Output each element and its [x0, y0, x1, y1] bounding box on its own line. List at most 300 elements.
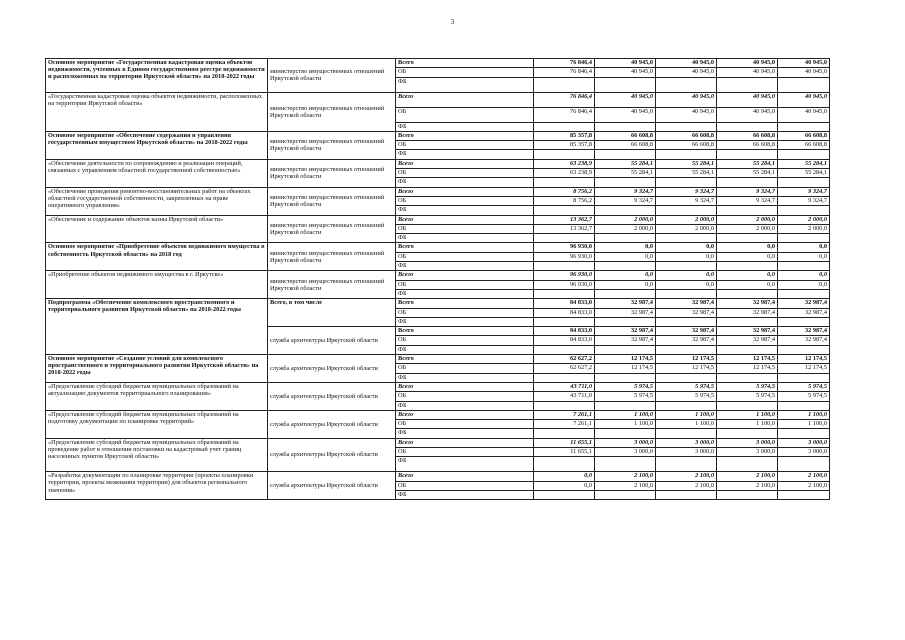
amount-cell	[595, 77, 656, 92]
amount-cell	[656, 490, 717, 499]
amount-cell: 32 987,4	[595, 299, 656, 308]
amount-cell: 66 608,8	[717, 141, 778, 150]
table-row	[46, 438, 830, 447]
amount-cell: 0,0	[534, 472, 595, 481]
activity-name-cell: «Обеспечение деятельности по сопровождению и реализации операций, связанных с управлением областной государственной собственностью»	[46, 159, 268, 187]
amount-cell	[778, 178, 830, 187]
executor-cell: министерство имущественных отношений Иркутской области	[268, 159, 396, 187]
table-row	[46, 215, 830, 224]
amount-cell	[778, 150, 830, 159]
activity-name-cell: Основное мероприятие «Государственная кадастровая оценка объектов недвижимости, учтенных в Едином государственном реестре недвижимости и расположенных на территории Иркутской области» на 2018-2022 годы	[46, 59, 268, 93]
amount-cell: 3 000,0	[717, 447, 778, 456]
amount-cell: 32 987,4	[717, 336, 778, 345]
amount-cell: 2 100,0	[778, 472, 830, 481]
amount-cell	[778, 490, 830, 499]
amount-cell: 55 284,1	[717, 169, 778, 178]
amount-cell	[595, 317, 656, 326]
executor-cell: служба архитектуры Иркутской области	[268, 355, 396, 383]
funding-source-cell: Всего	[396, 187, 534, 196]
amount-cell: 2 100,0	[656, 481, 717, 490]
amount-cell: 32 987,4	[778, 336, 830, 345]
funding-source-cell: ОБ	[396, 107, 534, 122]
amount-cell: 2 000,0	[656, 224, 717, 233]
amount-cell: 62 627,2	[534, 355, 595, 364]
amount-cell	[656, 150, 717, 159]
amount-cell: 76 846,4	[534, 59, 595, 68]
activity-name-cell: Подпрограмма «Обеспечение комплексного пространственного и территориального развития Иркутской области» на 2018-2022 годы	[46, 299, 268, 355]
amount-cell	[717, 490, 778, 499]
amount-cell: 32 987,4	[778, 308, 830, 317]
amount-cell: 11 655,1	[534, 447, 595, 456]
amount-cell: 55 284,1	[656, 159, 717, 168]
amount-cell: 40 945,0	[778, 107, 830, 122]
amount-cell	[595, 429, 656, 438]
amount-cell: 12 174,5	[717, 355, 778, 364]
amount-cell: 12 174,5	[595, 355, 656, 364]
amount-cell: 32 987,4	[595, 327, 656, 336]
activity-name-cell: «Разработка документации по планировке территории (проекты планировки территории, проекты межевания территории) для объектов регионального значения»	[46, 472, 268, 500]
amount-cell: 3 000,0	[595, 447, 656, 456]
table-row	[46, 382, 830, 391]
amount-cell	[778, 373, 830, 382]
amount-cell: 1 100,0	[656, 420, 717, 429]
amount-cell: 55 284,1	[717, 159, 778, 168]
table-row	[46, 59, 830, 68]
amount-cell	[717, 317, 778, 326]
funding-source-cell: ОБ	[396, 392, 534, 401]
amount-cell: 2 000,0	[656, 215, 717, 224]
amount-cell: 0,0	[595, 243, 656, 252]
funding-source-cell: ОБ	[396, 68, 534, 77]
amount-cell: 66 608,8	[778, 141, 830, 150]
amount-cell: 40 945,0	[595, 68, 656, 77]
amount-cell: 40 945,0	[656, 107, 717, 122]
amount-cell	[595, 401, 656, 410]
amount-cell: 76 846,4	[534, 92, 595, 107]
amount-cell: 40 945,0	[717, 107, 778, 122]
activity-name-cell: Основное мероприятие «Приобретение объектов недвижимого имущества в собственность Иркутской области» на 2018 год	[46, 243, 268, 271]
amount-cell	[717, 289, 778, 298]
amount-cell: 9 324,7	[778, 196, 830, 205]
amount-cell: 40 945,0	[778, 59, 830, 68]
amount-cell	[778, 345, 830, 354]
amount-cell	[778, 122, 830, 131]
amount-cell	[656, 401, 717, 410]
funding-source-cell: ФБ	[396, 150, 534, 159]
amount-cell	[656, 178, 717, 187]
amount-cell	[778, 317, 830, 326]
amount-cell	[717, 122, 778, 131]
amount-cell: 40 945,0	[717, 68, 778, 77]
executor-cell: служба архитектуры Иркутской области	[268, 438, 396, 472]
amount-cell: 96 930,0	[534, 280, 595, 289]
amount-cell: 40 945,0	[595, 92, 656, 107]
funding-source-cell: ФБ	[396, 401, 534, 410]
amount-cell	[534, 373, 595, 382]
amount-cell: 0,0	[595, 271, 656, 280]
amount-cell: 0,0	[717, 280, 778, 289]
amount-cell: 2 100,0	[717, 472, 778, 481]
amount-cell	[595, 262, 656, 271]
table-row	[46, 410, 830, 419]
amount-cell: 12 174,5	[656, 364, 717, 373]
amount-cell	[534, 429, 595, 438]
amount-cell: 5 974,5	[717, 382, 778, 391]
amount-cell: 9 324,7	[595, 187, 656, 196]
amount-cell: 32 987,4	[717, 299, 778, 308]
amount-cell: 66 608,8	[717, 131, 778, 140]
amount-cell: 85 357,8	[534, 141, 595, 150]
amount-cell	[656, 206, 717, 215]
activity-name-cell: «Государственная кадастровая оценка объектов недвижимости, расположенных на территории Иркутской области»	[46, 92, 268, 131]
funding-source-cell: ФБ	[396, 262, 534, 271]
amount-cell: 0,0	[717, 243, 778, 252]
amount-cell: 0,0	[595, 252, 656, 261]
funding-source-cell: ФБ	[396, 234, 534, 243]
amount-cell: 66 608,8	[595, 131, 656, 140]
amount-cell	[778, 289, 830, 298]
amount-cell	[778, 234, 830, 243]
amount-cell: 40 945,0	[656, 59, 717, 68]
amount-cell	[656, 317, 717, 326]
amount-cell	[595, 457, 656, 472]
funding-source-cell: ФБ	[396, 122, 534, 131]
amount-cell: 1 100,0	[595, 420, 656, 429]
funding-source-cell: Всего	[396, 131, 534, 140]
activity-name-cell: Основное мероприятие «Обеспечение содержания и управления государственным имуществом Иркутской области» на 2018-2022 годы	[46, 131, 268, 159]
table-row	[46, 355, 830, 364]
amount-cell	[656, 77, 717, 92]
amount-cell: 7 261,1	[534, 420, 595, 429]
budget-table	[45, 58, 830, 500]
amount-cell: 32 987,4	[717, 327, 778, 336]
funding-source-cell: ОБ	[396, 447, 534, 456]
amount-cell: 5 974,5	[778, 382, 830, 391]
amount-cell: 2 000,0	[778, 224, 830, 233]
funding-source-cell: Всего	[396, 215, 534, 224]
amount-cell	[717, 150, 778, 159]
funding-source-cell: ФБ	[396, 178, 534, 187]
amount-cell: 55 284,1	[778, 169, 830, 178]
amount-cell: 63 238,9	[534, 169, 595, 178]
amount-cell: 0,0	[717, 252, 778, 261]
table-row	[46, 187, 830, 196]
activity-name-cell: «Обеспечение проведения ремонтно-восстановительных работ на объектах областной государственной собственности, закрепленных на праве оперативного управления»	[46, 187, 268, 215]
amount-cell: 55 284,1	[778, 159, 830, 168]
amount-cell: 2 100,0	[595, 472, 656, 481]
amount-cell	[534, 490, 595, 499]
funding-source-cell: ОБ	[396, 336, 534, 345]
amount-cell	[595, 345, 656, 354]
funding-source-cell: ОБ	[396, 141, 534, 150]
amount-cell: 0,0	[656, 243, 717, 252]
activity-name-cell: «Обеспечение и содержание объектов казны Иркутской области»	[46, 215, 268, 243]
amount-cell: 0,0	[778, 243, 830, 252]
budget-table-body	[46, 59, 830, 500]
amount-cell: 3 000,0	[595, 438, 656, 447]
amount-cell	[534, 122, 595, 131]
amount-cell: 63 238,9	[534, 159, 595, 168]
amount-cell: 3 000,0	[656, 438, 717, 447]
amount-cell: 32 987,4	[778, 327, 830, 336]
amount-cell	[656, 429, 717, 438]
funding-source-cell: Всего	[396, 299, 534, 308]
amount-cell: 3 000,0	[717, 438, 778, 447]
amount-cell: 76 846,4	[534, 68, 595, 77]
amount-cell	[778, 77, 830, 92]
amount-cell	[534, 401, 595, 410]
amount-cell	[717, 206, 778, 215]
executor-cell: служба архитектуры Иркутской области	[268, 410, 396, 438]
funding-source-cell: Всего	[396, 271, 534, 280]
amount-cell: 84 833,0	[534, 308, 595, 317]
amount-cell: 0,0	[778, 252, 830, 261]
amount-cell: 12 174,5	[595, 364, 656, 373]
amount-cell: 2 000,0	[717, 215, 778, 224]
amount-cell: 9 324,7	[595, 196, 656, 205]
funding-source-cell: ФБ	[396, 317, 534, 326]
amount-cell	[717, 234, 778, 243]
activity-name-cell: «Предоставление субсидий бюджетам муниципальных образований на актуализацию документов территориального планирования»	[46, 382, 268, 410]
table-row	[46, 92, 830, 107]
amount-cell	[595, 373, 656, 382]
amount-cell: 5 974,5	[595, 382, 656, 391]
amount-cell: 2 000,0	[595, 224, 656, 233]
amount-cell: 9 324,7	[778, 187, 830, 196]
funding-source-cell: ОБ	[396, 364, 534, 373]
amount-cell	[656, 457, 717, 472]
funding-source-cell: Всего	[396, 355, 534, 364]
amount-cell: 40 945,0	[717, 92, 778, 107]
amount-cell	[534, 77, 595, 92]
table-row	[46, 299, 830, 308]
executor-cell: министерство имущественных отношений Иркутской области	[268, 215, 396, 243]
amount-cell: 84 833,0	[534, 336, 595, 345]
funding-source-cell: ФБ	[396, 457, 534, 472]
amount-cell: 2 100,0	[717, 481, 778, 490]
amount-cell: 40 945,0	[778, 92, 830, 107]
executor-cell: министерство имущественных отношений Иркутской области	[268, 187, 396, 215]
amount-cell: 12 174,5	[656, 355, 717, 364]
amount-cell: 9 324,7	[717, 196, 778, 205]
funding-source-cell: ФБ	[396, 289, 534, 298]
amount-cell	[656, 345, 717, 354]
amount-cell	[534, 262, 595, 271]
amount-cell: 40 945,0	[778, 68, 830, 77]
amount-cell	[717, 429, 778, 438]
amount-cell	[595, 206, 656, 215]
amount-cell: 3 000,0	[778, 438, 830, 447]
amount-cell: 0,0	[534, 481, 595, 490]
amount-cell: 0,0	[656, 280, 717, 289]
amount-cell: 5 974,5	[656, 392, 717, 401]
amount-cell: 5 974,5	[778, 392, 830, 401]
amount-cell: 96 930,0	[534, 252, 595, 261]
amount-cell: 1 100,0	[717, 420, 778, 429]
funding-source-cell: ФБ	[396, 490, 534, 499]
amount-cell: 12 174,5	[717, 364, 778, 373]
funding-source-cell: ОБ	[396, 252, 534, 261]
funding-source-cell: ОБ	[396, 308, 534, 317]
funding-source-cell: Всего	[396, 438, 534, 447]
amount-cell: 85 357,8	[534, 131, 595, 140]
amount-cell	[595, 289, 656, 298]
funding-source-cell: Всего	[396, 92, 534, 107]
amount-cell: 12 174,5	[778, 355, 830, 364]
funding-source-cell: Всего	[396, 243, 534, 252]
amount-cell: 62 627,2	[534, 364, 595, 373]
amount-cell: 55 284,1	[595, 159, 656, 168]
funding-source-cell: ФБ	[396, 77, 534, 92]
amount-cell: 11 655,1	[534, 438, 595, 447]
executor-cell: Всего, в том числе	[268, 299, 396, 327]
amount-cell	[534, 206, 595, 215]
amount-cell: 40 945,0	[656, 92, 717, 107]
amount-cell: 32 987,4	[595, 308, 656, 317]
amount-cell: 7 261,1	[534, 410, 595, 419]
amount-cell: 43 711,0	[534, 392, 595, 401]
amount-cell: 0,0	[778, 280, 830, 289]
amount-cell: 55 284,1	[595, 169, 656, 178]
amount-cell: 76 846,4	[534, 107, 595, 122]
funding-source-cell: ОБ	[396, 280, 534, 289]
amount-cell: 32 987,4	[656, 336, 717, 345]
activity-name-cell: «Приобретение объектов недвижимого имущества в г. Иркутске»	[46, 271, 268, 299]
amount-cell: 1 100,0	[595, 410, 656, 419]
table-row	[46, 131, 830, 140]
executor-cell: министерство имущественных отношений Иркутской области	[268, 243, 396, 271]
amount-cell	[534, 289, 595, 298]
amount-cell: 66 608,8	[656, 141, 717, 150]
table-row	[46, 243, 830, 252]
funding-source-cell: Всего	[396, 327, 534, 336]
amount-cell: 8 756,2	[534, 196, 595, 205]
amount-cell	[778, 262, 830, 271]
amount-cell	[717, 178, 778, 187]
amount-cell	[656, 122, 717, 131]
executor-cell: министерство имущественных отношений Иркутской области	[268, 92, 396, 131]
amount-cell	[534, 234, 595, 243]
amount-cell: 13 362,7	[534, 215, 595, 224]
amount-cell	[656, 262, 717, 271]
amount-cell	[717, 345, 778, 354]
amount-cell: 32 987,4	[717, 308, 778, 317]
amount-cell: 32 987,4	[778, 299, 830, 308]
amount-cell: 32 987,4	[656, 308, 717, 317]
amount-cell	[717, 262, 778, 271]
amount-cell: 13 362,7	[534, 224, 595, 233]
table-row	[46, 271, 830, 280]
amount-cell	[656, 289, 717, 298]
executor-cell: министерство имущественных отношений Иркутской области	[268, 131, 396, 159]
funding-source-cell: ФБ	[396, 429, 534, 438]
amount-cell: 66 608,8	[656, 131, 717, 140]
funding-source-cell: Всего	[396, 472, 534, 481]
funding-source-cell: Всего	[396, 59, 534, 68]
amount-cell: 0,0	[656, 252, 717, 261]
page-number: 3	[450, 18, 455, 26]
funding-source-cell: ОБ	[396, 224, 534, 233]
amount-cell: 12 174,5	[778, 364, 830, 373]
amount-cell: 2 100,0	[778, 481, 830, 490]
amount-cell: 3 000,0	[656, 447, 717, 456]
amount-cell: 32 987,4	[595, 336, 656, 345]
amount-cell: 0,0	[778, 271, 830, 280]
amount-cell	[534, 178, 595, 187]
amount-cell	[595, 234, 656, 243]
amount-cell: 1 100,0	[778, 410, 830, 419]
amount-cell: 32 987,4	[656, 299, 717, 308]
amount-cell: 84 833,0	[534, 327, 595, 336]
amount-cell: 96 930,0	[534, 271, 595, 280]
funding-source-cell: ФБ	[396, 373, 534, 382]
amount-cell	[595, 150, 656, 159]
amount-cell: 66 608,8	[595, 141, 656, 150]
table-row	[46, 472, 830, 481]
amount-cell: 2 000,0	[778, 215, 830, 224]
amount-cell: 9 324,7	[717, 187, 778, 196]
amount-cell: 0,0	[595, 280, 656, 289]
executor-cell: служба архитектуры Иркутской области	[268, 327, 396, 355]
funding-source-cell: Всего	[396, 410, 534, 419]
funding-source-cell: ОБ	[396, 420, 534, 429]
executor-cell: служба архитектуры Иркутской области	[268, 472, 396, 500]
amount-cell: 32 987,4	[656, 327, 717, 336]
amount-cell: 9 324,7	[656, 187, 717, 196]
amount-cell	[778, 429, 830, 438]
amount-cell	[717, 457, 778, 472]
executor-cell: служба архитектуры Иркутской области	[268, 382, 396, 410]
amount-cell	[595, 122, 656, 131]
amount-cell: 0,0	[717, 271, 778, 280]
amount-cell: 40 945,0	[595, 107, 656, 122]
amount-cell	[656, 373, 717, 382]
funding-source-cell: ФБ	[396, 345, 534, 354]
funding-source-cell: Всего	[396, 159, 534, 168]
amount-cell: 55 284,1	[656, 169, 717, 178]
executor-cell: министерство имущественных отношений Иркутской области	[268, 59, 396, 93]
amount-cell	[595, 490, 656, 499]
amount-cell: 1 100,0	[717, 410, 778, 419]
activity-name-cell: Основное мероприятие «Создание условий для комплексного пространственного и территориального развития Иркутской области» на 2018-2022 годы	[46, 355, 268, 383]
amount-cell: 2 000,0	[717, 224, 778, 233]
amount-cell: 8 756,2	[534, 187, 595, 196]
amount-cell: 1 100,0	[778, 420, 830, 429]
amount-cell	[778, 457, 830, 472]
amount-cell: 2 100,0	[656, 472, 717, 481]
amount-cell	[717, 373, 778, 382]
funding-source-cell: ОБ	[396, 169, 534, 178]
amount-cell	[778, 401, 830, 410]
amount-cell	[534, 457, 595, 472]
amount-cell: 40 945,0	[656, 68, 717, 77]
amount-cell	[717, 77, 778, 92]
table-row	[46, 159, 830, 168]
amount-cell	[778, 206, 830, 215]
amount-cell: 2 000,0	[595, 215, 656, 224]
amount-cell: 66 608,8	[778, 131, 830, 140]
activity-name-cell: «Предоставление субсидий бюджетам муниципальных образований на подготовку документации по планировке территорий»	[46, 410, 268, 438]
amount-cell	[534, 150, 595, 159]
amount-cell: 40 945,0	[595, 59, 656, 68]
amount-cell: 3 000,0	[778, 447, 830, 456]
funding-source-cell: ФБ	[396, 206, 534, 215]
amount-cell: 5 974,5	[717, 392, 778, 401]
amount-cell: 5 974,5	[595, 392, 656, 401]
funding-source-cell: ОБ	[396, 196, 534, 205]
amount-cell	[534, 345, 595, 354]
amount-cell: 9 324,7	[656, 196, 717, 205]
